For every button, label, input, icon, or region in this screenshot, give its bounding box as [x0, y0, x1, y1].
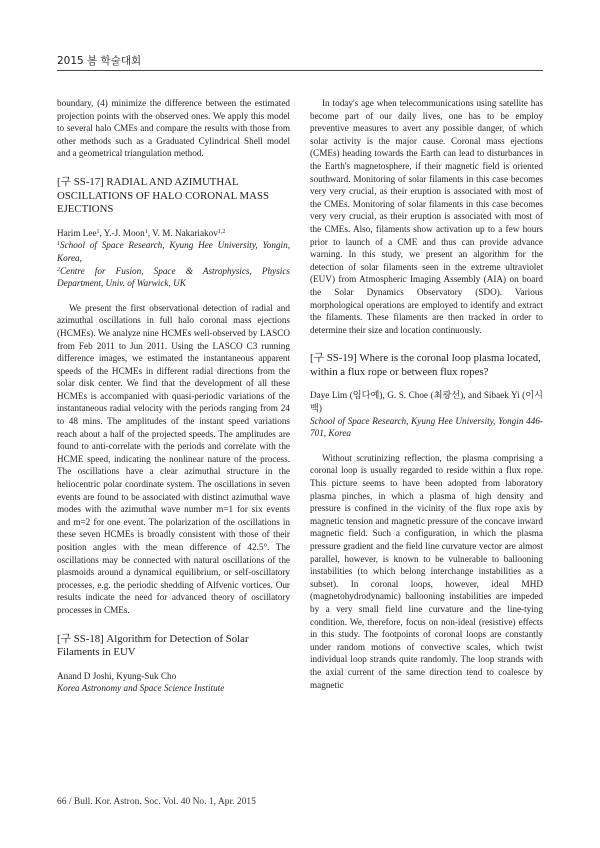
- abstract-title-ss17: [구 SS-17] RADIAL AND AZIMUTHAL OSCILLATIONS OF HALO CORONAL MASS EJECTIONS: [57, 175, 269, 216]
- authors-ss17: Harim Lee$^1$, Y.-J. Moon$^1$, V. M. Nakariakov$^{1,2}$: [57, 227, 226, 238]
- page-header: 2015 봄 학술대회: [57, 55, 142, 67]
- abstract-title-ss19: [구 SS-19] Where is the coronal loop plasma located, within a flux rope or between flux ropes?: [310, 352, 541, 378]
- header-rule: [57, 70, 543, 71]
- affiliation-ss18: Korea Astronomy and Space Science Institute: [57, 683, 225, 694]
- affiliation-ss17-2: $^2$Centre for Fusion, Space & Astrophysics, Physics Department, Univ. of Warwick, UK: [57, 265, 290, 289]
- continued-abstract-text: boundary, (4) minimize the difference between the estimated projection points with the observed ones. We apply this model to several halo CMEs and compare the results with those from other methods such as a Graduated Cylindrical Shell model and a geometrical triangulation method.: [57, 98, 290, 159]
- abstract-body-ss17: We present the first observational detection of radial and azimuthal oscillations in full halo coronal mass ejections (HCMEs). We analyze nine HCMEs well-observed by LASCO from Feb 2011 to Jun 2011. Using the LASCO C3 running difference images, we estimated the instantaneous apparent speeds of the HCMEs in different radial directions from the solar disk center. We find that the development of all these HCMEs is accompanied with quasi-periodic variations of the instantaneous radial velocity with the periods ranging from 24 to 48 mins. The amplitudes of the instant speed variations reach about a half of the projected speeds. The amplitudes are found to anti-correlate with the periods and correlate with the HCME speed, indicating the nonlinear nature of the process. The oscillations have a clear azimuthal structure in the heliocentric polar coordinate system. The oscillations in seven events are found to be associated with distinct azimuthal wave modes with the azimuthal wave number m=1 for six events and m=2 for one event. The polarization of the oscillations in these seven HCMEs is broadly consistent with those of their position angles with the mean difference of 42.5°. The oscillations may be connected with natural oscillations of the plasmoids around a dynamical equilibrium, or self-oscillatory processes, e.g. the periodic shedding of Alfvenic vortices. Our results indicate the need for advanced theory of oscillatory processes in CMEs.: [57, 302, 290, 615]
- abstract-body-ss18: In today's age when telecommunications using satellite has become part of our daily lives, one has to be employ preventive measures to avert any possible danger, of which solar activity is the major cause. Coronal mass ejections (CMEs) heading towards the Earth can lead to disturbances in the Earth's magnetosphere, if their magnetic field is oriented southward. Monitoring of solar filaments in this case becomes very very crucial, as their eruption is associated with most of the CMEs. Monitoring of solar filaments in this case becomes very very crucial, as their eruption is associated with most of the CMEs. Also, filaments show activation up to a few hours prior to launch of a CME and thus can provide advance warning. In this study, we present an algorithm for the detection of solar filaments seen in the extreme ultraviolet (EUV) from Atmospheric Imaging Assembly (AIA) on board the Solar Dynamics Observatory (SDO). Various morphological operations are employed to identify and extract the filaments. These filaments are then tracked in order to determine their size and location continuously.: [310, 98, 543, 335]
- authors-ss19: Daye Lim (임다예), G. S. Choe (최광선), and Sibaek Yi (이시백): [310, 390, 543, 414]
- page-footer: 66 / Bull. Kor. Astron. Soc. Vol. 40 No. 1, Apr. 2015: [57, 797, 256, 807]
- affiliation-ss17-1: $^1$School of Space Research, Kyung Hee University, Yongin, Korea,: [57, 240, 290, 263]
- left-column: [57, 97, 290, 695]
- right-column: [310, 97, 543, 691]
- authors-ss18: Anand D Joshi, Kyung-Suk Cho: [57, 670, 177, 681]
- abstract-body-ss19: Without scrutinizing reflection, the plasma comprising a coronal loop is usually regarded to reside within a flux rope. This picture seems to have been adopted from laboratory plasma pinches, in which a plasma of high density and pressure is confined in the vicinity of the flux rope axis by magnetic tension and magnetic pressure of the concave inward magnetic field. Such a configuration, in which the plasma pressure gradient and the field line curvature vector are almost parallel, however, is known to be vulnerable to ballooning instabilities (to which belong interchange instabilities as a subset). In coronal loops, however, ideal MHD (magnetohydrodynamic) ballooning instabilities are impeded by a very small field line curvature and the line-tying condition. We, therefore, focus on non-ideal (resistive) effects in this study. The footpoints of coronal loops are constantly under random motions of convective scales, which twist individual loop strands quite randomly. The loop strands with the axial current of the same direction tend to coalesce by magnetic: [310, 452, 543, 690]
- affiliation-ss19: School of Space Research, Kyung Hee University, Yongin 446-701, Korea: [310, 415, 543, 439]
- abstract-title-ss18: [구 SS-18] Algorithm for Detection of Solar Filaments in EUV: [57, 632, 249, 659]
